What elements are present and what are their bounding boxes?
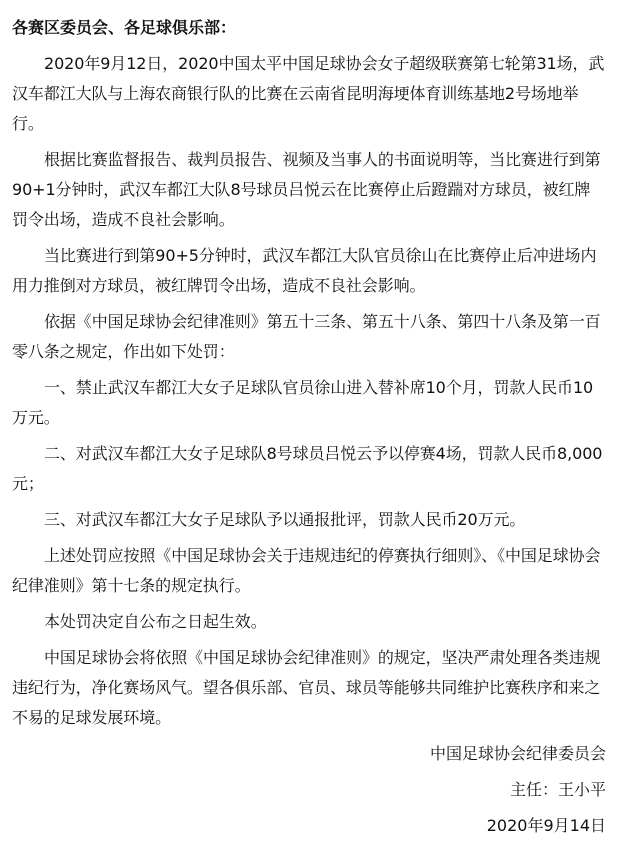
paragraph-match-info: 2020年9月12日，2020中国太平中国足球协会女子超级联赛第七轮第31场，武汉车都江大队与上海农商银行队的比赛在云南省昆明海埂体育训练基地2号场地举行。	[12, 54, 605, 133]
signature-director: 主任：王小平	[509, 780, 606, 799]
penalty-item-3: 三、对武汉车都江大女子足球队予以通报批评，罚款人民币20万元。	[44, 510, 526, 529]
paragraph-execution-rules: 上述处罚应按照《中国足球协会关于违规违纪的停赛执行细则》、《中国足球协会纪律准则》第十七条的规定执行。	[12, 546, 601, 595]
salutation: 各赛区委员会、各足球俱乐部：	[12, 18, 237, 37]
paragraph-player-incident: 根据比赛监督报告、裁判员报告、视频及当事人的书面说明等，当比赛进行到第90+1分钟时，武汉车都江大队8号球员吕悦云在比赛停止后蹬踹对方球员，被红牌罚令出场，造成不良社会影响。	[12, 150, 601, 229]
signature-date: 2020年9月14日	[486, 816, 606, 835]
paragraph-official-incident: 当比赛进行到第90+5分钟时，武汉车都江大队官员徐山在比赛停止后冲进场内用力推倒对方球员，被红牌罚令出场，造成不良社会影响。	[12, 246, 597, 295]
paragraph-closing-statement: 中国足球协会将依照《中国足球协会纪律准则》的规定，坚决严肃处理各类违规违纪行为，净化赛场风气。望各俱乐部、官员、球员等能够共同维护比赛秩序和来之不易的足球发展环境。	[12, 648, 601, 727]
penalty-item-1: 一、禁止武汉车都江大女子足球队官员徐山进入替补席10个月，罚款人民币10万元。	[12, 378, 594, 427]
penalty-item-2: 二、对武汉车都江大女子足球队8号球员吕悦云予以停赛4场，罚款人民币8,000元；	[12, 444, 603, 493]
signature-organization: 中国足球协会纪律委员会	[429, 744, 606, 763]
paragraph-effective-date: 本处罚决定自公布之日起生效。	[44, 612, 267, 631]
paragraph-legal-basis: 依据《中国足球协会纪律准则》第五十三条、第五十八条、第四十八条及第一百零八条之规定，作出如下处罚：	[12, 312, 601, 361]
